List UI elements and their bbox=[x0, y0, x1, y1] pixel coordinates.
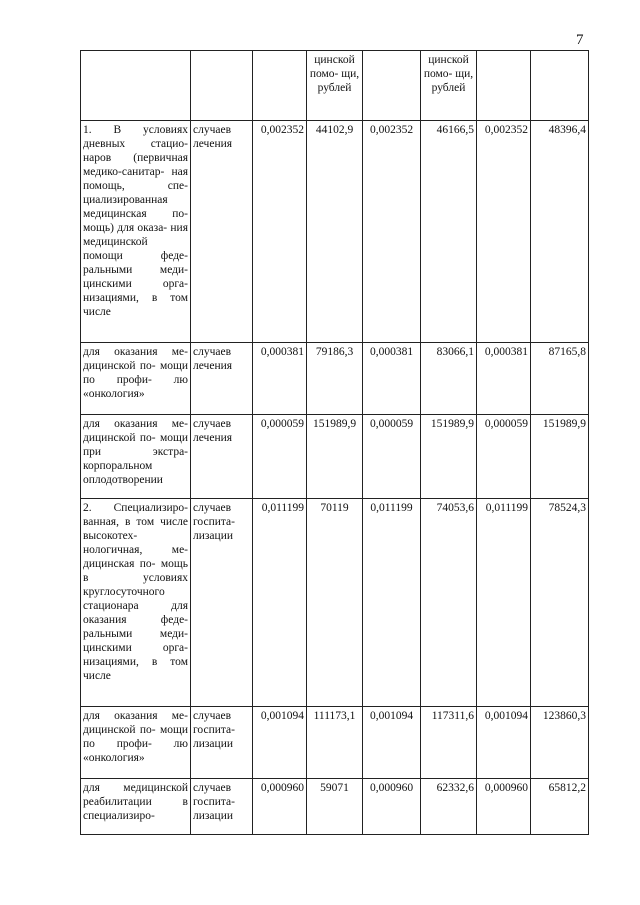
row-volume-3: 0,000059 bbox=[477, 415, 531, 499]
row-cost-3: 48396,4 bbox=[531, 121, 589, 343]
table-row bbox=[81, 499, 589, 707]
row-unit: случаев госпита- лизации bbox=[191, 779, 253, 835]
row-cost-3: 78524,3 bbox=[531, 499, 589, 707]
header-cell-cost-2: цинской помо- щи, рублей bbox=[421, 51, 477, 121]
header-cell-cost-1: цинской помо- щи, рублей bbox=[307, 51, 363, 121]
row-volume-3: 0,002352 bbox=[477, 121, 531, 343]
standards-table bbox=[80, 50, 589, 835]
row-cost-2: 117311,6 bbox=[421, 707, 477, 779]
row-volume-1: 0,001094 bbox=[253, 707, 307, 779]
row-unit: случаев госпита- лизации bbox=[191, 499, 253, 707]
row-description: для оказания ме- дицинской по- мощи при экстра- корпоральном оплодотворении bbox=[81, 415, 191, 499]
row-volume-2: 0,000381 bbox=[363, 343, 421, 415]
row-cost-2: 62332,6 bbox=[421, 779, 477, 835]
row-volume-2: 0,000960 bbox=[363, 779, 421, 835]
row-cost-1: 111173,1 bbox=[307, 707, 363, 779]
row-description: для оказания ме- дицинской по- мощи по профи- лю «онкология» bbox=[81, 343, 191, 415]
row-cost-1: 70119 bbox=[307, 499, 363, 707]
table-row bbox=[81, 779, 589, 835]
row-volume-1: 0,000381 bbox=[253, 343, 307, 415]
row-volume-2: 0,011199 bbox=[363, 499, 421, 707]
row-volume-1: 0,002352 bbox=[253, 121, 307, 343]
row-cost-3: 151989,9 bbox=[531, 415, 589, 499]
row-cost-1: 79186,3 bbox=[307, 343, 363, 415]
row-cost-1: 151989,9 bbox=[307, 415, 363, 499]
row-cost-2: 83066,1 bbox=[421, 343, 477, 415]
table-row bbox=[81, 343, 589, 415]
row-cost-1: 44102,9 bbox=[307, 121, 363, 343]
row-volume-2: 0,001094 bbox=[363, 707, 421, 779]
page-number: 7 bbox=[576, 32, 584, 48]
row-volume-2: 0,002352 bbox=[363, 121, 421, 343]
row-cost-3: 87165,8 bbox=[531, 343, 589, 415]
row-cost-3: 65812,2 bbox=[531, 779, 589, 835]
table-row bbox=[81, 121, 589, 343]
header-cell-volume-1 bbox=[253, 51, 307, 121]
row-volume-3: 0,001094 bbox=[477, 707, 531, 779]
header-cell-cost-3 bbox=[531, 51, 589, 121]
row-cost-1: 59071 bbox=[307, 779, 363, 835]
header-cell-unit bbox=[191, 51, 253, 121]
table-row bbox=[81, 707, 589, 779]
row-description: для медицинской реабилитации в специализиро- bbox=[81, 779, 191, 835]
row-description: 1. В условиях дневных стацио- наров (первичная медико-санитар- ная помощь, спе- циализированная медицинская по- мощь) для оказа- ния медицинской помощи феде- ральными меди- цинскими орга- низациями, в том числе bbox=[81, 121, 191, 343]
row-unit: случаев лечения bbox=[191, 343, 253, 415]
row-volume-2: 0,000059 bbox=[363, 415, 421, 499]
header-cell-volume-2 bbox=[363, 51, 421, 121]
header-cell-volume-3 bbox=[477, 51, 531, 121]
row-cost-3: 123860,3 bbox=[531, 707, 589, 779]
row-volume-3: 0,000381 bbox=[477, 343, 531, 415]
table-row bbox=[81, 415, 589, 499]
row-description: 2. Специализиро- ванная, в том числе высокотех- нологичная, ме- дицинская по- мощь в условиях круглосуточного стационара для оказания феде- ральными меди- цинскими орга- низациями, в том числе bbox=[81, 499, 191, 707]
row-cost-2: 46166,5 bbox=[421, 121, 477, 343]
row-cost-2: 74053,6 bbox=[421, 499, 477, 707]
row-volume-3: 0,000960 bbox=[477, 779, 531, 835]
row-volume-1: 0,011199 bbox=[253, 499, 307, 707]
row-unit: случаев лечения bbox=[191, 415, 253, 499]
table-header-row bbox=[81, 51, 589, 121]
row-volume-3: 0,011199 bbox=[477, 499, 531, 707]
row-volume-1: 0,000059 bbox=[253, 415, 307, 499]
row-cost-2: 151989,9 bbox=[421, 415, 477, 499]
row-volume-1: 0,000960 bbox=[253, 779, 307, 835]
header-cell-description bbox=[81, 51, 191, 121]
row-description: для оказания ме- дицинской по- мощи по профи- лю «онкология» bbox=[81, 707, 191, 779]
row-unit: случаев лечения bbox=[191, 121, 253, 343]
row-unit: случаев госпита- лизации bbox=[191, 707, 253, 779]
